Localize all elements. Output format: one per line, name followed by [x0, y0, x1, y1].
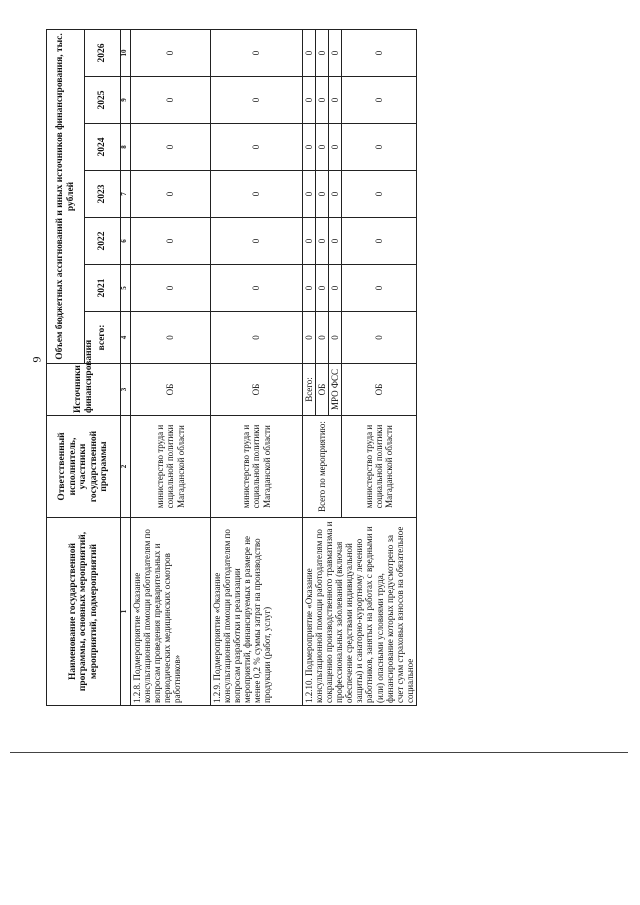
row-executor: министерство труда и социальной политики Магаданской области: [342, 416, 417, 518]
row-source: ОБ: [342, 364, 417, 416]
row-value: 0: [316, 124, 329, 171]
table-row: [211, 29, 303, 705]
row-value: 0: [131, 312, 211, 364]
header-funding-group: Объем бюджетных ассигнований и иных источников финансирования, тыс. рублей: [47, 29, 85, 363]
column-number: 10: [121, 29, 131, 76]
financing-table: [46, 29, 417, 706]
row-value: 0: [211, 77, 303, 124]
row-name: 1.2.8. Подмероприятие «Оказание консультационной помощи работодателям по вопросам проведения предварительных и периодических медицинских осмотров работников»: [131, 518, 211, 706]
row-executor: министерство труда и социальной политики Магаданской области: [131, 416, 211, 518]
rotated-table-wrapper: [46, 30, 415, 706]
row-value: 0: [211, 218, 303, 265]
header-year: 2023: [85, 171, 121, 218]
header-total: всего:: [85, 312, 121, 364]
row-value: 0: [303, 171, 316, 218]
row-value: 0: [342, 312, 417, 364]
row-value: 0: [303, 124, 316, 171]
row-value: 0: [329, 29, 342, 76]
row-value: 0: [131, 29, 211, 76]
row-value: 0: [316, 77, 329, 124]
row-total-label: Всего по мероприятию:: [303, 416, 342, 518]
row-value: 0: [211, 265, 303, 312]
row-source: ОБ: [211, 364, 303, 416]
column-number: 4: [121, 312, 131, 364]
column-number: 1: [121, 518, 131, 706]
row-value: 0: [211, 312, 303, 364]
row-value: 0: [316, 171, 329, 218]
header-source: Источники финансирования: [47, 364, 121, 416]
table-row: [131, 29, 211, 705]
row-value: 0: [131, 77, 211, 124]
row-value: 0: [329, 312, 342, 364]
row-value: 0: [211, 171, 303, 218]
row-source: ОБ: [316, 364, 329, 416]
column-number: 3: [121, 364, 131, 416]
row-value: 0: [342, 265, 417, 312]
row-name: 1.2.10. Подмероприятие «Оказание консультационной помощи работодателям по сокращению производственного травматизма и профессиональных заболеваний (включая обеспечение средствами индивидуальной защиты) и санаторно-курортному лечению работников, занятых на работах с вредными и (или) опасными условиями труда, финансирование которых предусмотрено за счет сумм страховых взносов на обязательное социальное: [303, 518, 417, 706]
row-value: 0: [211, 124, 303, 171]
horizontal-rule: [10, 752, 628, 753]
row-source: ОБ: [131, 364, 211, 416]
header-year: 2024: [85, 124, 121, 171]
page-number: 9: [29, 356, 44, 363]
table-row-total: [303, 29, 316, 705]
row-value: 0: [329, 218, 342, 265]
row-value: 0: [303, 77, 316, 124]
column-number: 9: [121, 77, 131, 124]
row-value: 0: [329, 265, 342, 312]
row-value: 0: [342, 171, 417, 218]
row-source: Всего:: [303, 364, 316, 416]
column-number: 7: [121, 171, 131, 218]
column-number: 6: [121, 218, 131, 265]
row-value: 0: [316, 265, 329, 312]
row-value: 0: [316, 29, 329, 76]
row-value: 0: [342, 124, 417, 171]
row-value: 0: [329, 124, 342, 171]
header-program-name: Наименование государственной программы, основных мероприятий, мероприятий, подмероприятий: [47, 518, 121, 706]
row-executor: министерство труда и социальной политики Магаданской области: [211, 416, 303, 518]
row-value: 0: [329, 77, 342, 124]
row-value: 0: [342, 218, 417, 265]
row-value: 0: [316, 218, 329, 265]
row-value: 0: [316, 312, 329, 364]
row-value: 0: [303, 312, 316, 364]
row-value: 0: [342, 29, 417, 76]
header-executor: Ответственный исполнитель, участники государственной программы: [47, 416, 121, 518]
row-value: 0: [131, 124, 211, 171]
row-value: 0: [131, 171, 211, 218]
header-year: 2022: [85, 218, 121, 265]
header-year: 2021: [85, 265, 121, 312]
row-value: 0: [131, 218, 211, 265]
header-year: 2026: [85, 29, 121, 76]
row-value: 0: [303, 218, 316, 265]
column-number: 2: [121, 416, 131, 518]
row-name: 1.2.9. Подмероприятие «Оказание консультационной помощи работодателям по вопросам разработки и реализации мероприятий, финансируемых в размере не менее 0,2 % суммы затрат на производство продукции (работ, услуг): [211, 518, 303, 706]
row-value: 0: [211, 29, 303, 76]
column-number: 5: [121, 265, 131, 312]
row-value: 0: [303, 29, 316, 76]
row-value: 0: [342, 77, 417, 124]
row-source: МРО ФСС: [329, 364, 342, 416]
header-year: 2025: [85, 77, 121, 124]
column-number: 8: [121, 124, 131, 171]
row-value: 0: [303, 265, 316, 312]
row-value: 0: [329, 171, 342, 218]
row-value: 0: [131, 265, 211, 312]
